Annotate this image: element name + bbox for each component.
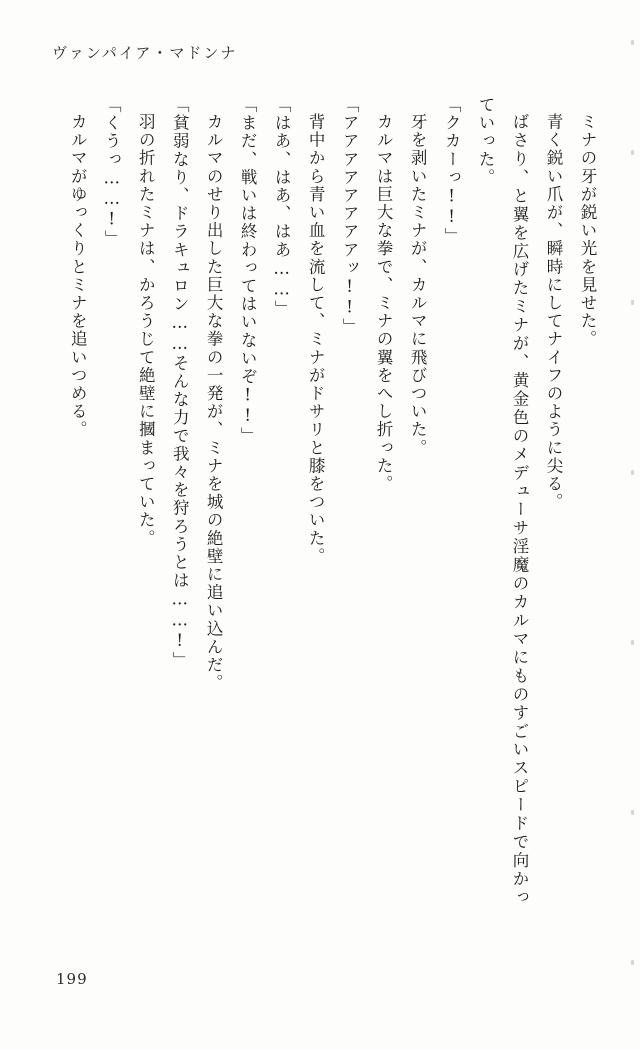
page-edge-mark	[631, 810, 634, 815]
page-edge-mark	[631, 40, 634, 45]
paragraph: 「くうっ……!」	[102, 96, 122, 249]
paragraph: カルマのせり出した巨大な拳の一発が、ミナを城の絶壁に追い込んだ。	[204, 112, 224, 692]
paragraph: 青く鋭い爪が、瞬時にしてナイフのように尖る。	[544, 112, 564, 511]
page-edge-mark	[631, 150, 634, 155]
paragraph: 羽の折れたミナは、かろうじて絶壁に摑まっていた。	[136, 112, 156, 547]
page-body-text	[64, 96, 604, 906]
paragraph: 「はあ、はあ、はあ……」	[272, 96, 292, 319]
paragraph: 「貧弱なり、ドラキュロン……そんな力で我々を狩ろうとは……!」	[170, 96, 190, 670]
paragraph: ばさり、と翼を広げたミナが、黄金色のメデューサ淫魔のカルマにものすごいスピードで向かっていった。	[476, 96, 530, 906]
running-head-title: ヴァンパイア・マドンナ	[52, 44, 238, 62]
page-edge-mark	[631, 470, 634, 475]
paragraph: カルマがゆっくりとミナを追いつめる。	[68, 112, 88, 439]
paragraph: カルマは巨大な拳で、ミナの翼をへし折った。	[374, 112, 394, 493]
page-edge-mark	[631, 960, 634, 965]
paragraph: 「アアアアアアアアッ!!」	[340, 96, 360, 337]
page-edge-mark	[631, 640, 634, 645]
paragraph: 背中から青い血を流して、ミナがドサリと膝をついた。	[306, 112, 326, 565]
paragraph: 牙を剥いたミナが、カルマに飛びついた。	[408, 112, 428, 457]
paragraph: ミナの牙が鋭い光を見せた。	[578, 112, 597, 348]
page-edge-mark	[631, 300, 634, 305]
page-number: 199	[56, 970, 88, 988]
paragraph: 「クカーっ!!」	[442, 96, 462, 246]
paragraph: 「まだ、戦いは終わってはいないぞ!!」	[238, 96, 258, 445]
